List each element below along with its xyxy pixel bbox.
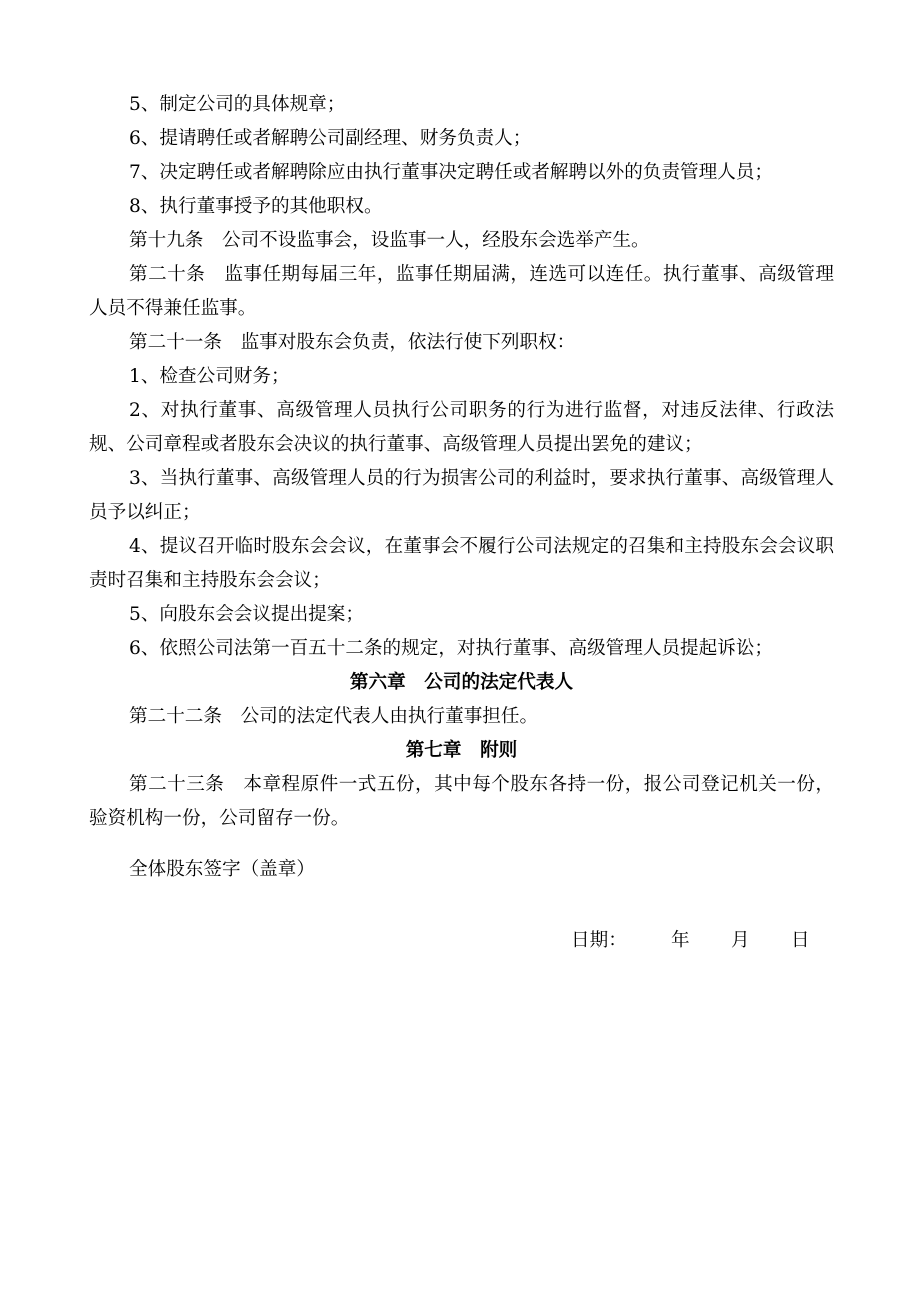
article-22: 第二十二条 公司的法定代表人由执行董事担任。 [129,706,539,727]
supervisor-power-5: 5、向股东会会议提出提案； [129,604,364,625]
date-label: 日期： [571,930,627,951]
clause-item-6: 6、提请聘任或者解聘公司副经理、财务负责人； [129,128,532,149]
blank-line [89,836,834,853]
date-year: 年 [671,930,690,951]
supervisor-power-3: 3、当执行董事、高级管理人员的行为损害公司的利益时，要求执行董事、高级管理人员予以纠正； [89,468,834,523]
article-21: 第二十一条 监事对股东会负责，依法行使下列职权： [129,332,576,353]
supervisor-power-4: 4、提议召开临时股东会会议，在董事会不履行公司法规定的召集和主持股东会会议职责时召集和主持股东会会议； [89,536,834,591]
chapter-6-heading: 第六章 公司的法定代表人 [349,672,574,693]
article-19: 第十九条 公司不设监事会，设监事一人，经股东会选举产生。 [129,230,650,251]
shareholder-signature-line: 全体股东签字（盖章） [129,859,315,880]
date-line [571,924,831,958]
clause-item-7: 7、决定聘任或者解聘除应由执行董事决定聘任或者解聘以外的负责管理人员； [129,162,774,183]
date-day: 日 [791,930,810,951]
supervisor-power-2: 2、对执行董事、高级管理人员执行公司职务的行为进行监督，对违反法律、行政法规、公司章程或者股东会决议的执行董事、高级管理人员提出罢免的建议； [89,400,834,455]
document-body [89,88,834,887]
article-23: 第二十三条 本章程原件一式五份，其中每个股东各持一份，报公司登记机关一份，验资机构一份，公司留存一份。 [89,774,834,829]
clause-item-5: 5、制定公司的具体规章； [129,94,346,115]
chapter-7-heading: 第七章 附则 [405,740,518,761]
supervisor-power-6: 6、依照公司法第一百五十二条的规定，对执行董事、高级管理人员提起诉讼； [129,638,774,659]
clause-item-8: 8、执行董事授予的其他职权。 [129,196,383,217]
article-20: 第二十条 监事任期每届三年，监事任期届满，连选可以连任。执行董事、高级管理人员不得兼任监事。 [89,264,834,319]
supervisor-power-1: 1、检查公司财务； [129,366,290,387]
date-month: 月 [731,930,750,951]
